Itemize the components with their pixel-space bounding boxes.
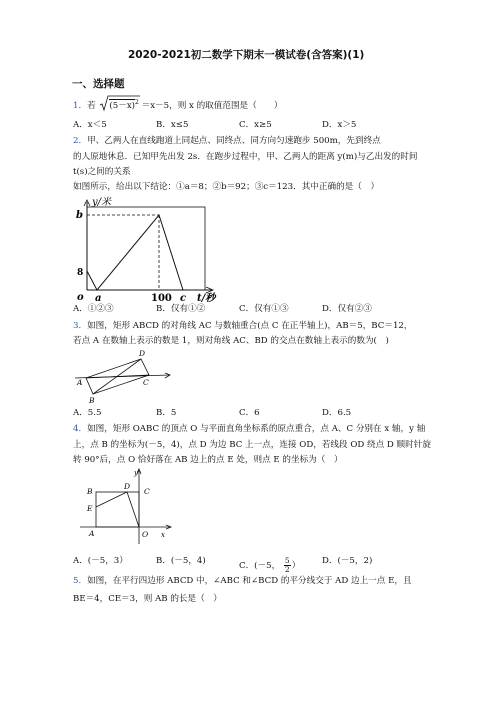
origin-o-label: O	[142, 530, 149, 539]
question-4-line-2: 上，点 B 的坐标为(－5，4)，点 D 为边 BC 上一点，连接 OD，若线段 OD 绕点 D 顺时针旋	[73, 440, 431, 450]
question-3-option-c[interactable]: C．6	[239, 408, 260, 418]
question-3-line-2: 若点 A 在数轴上表示的数是 1，则对角线 AC、BD 的交点在数轴上表示的数为( )	[73, 336, 389, 346]
question-3-line-1: 3．如图，矩形 ABCD 的对角线 AC 与数轴重合(点 C 在正半轴上)，AB＝5，BC＝12，	[73, 321, 413, 331]
a-label: a	[95, 293, 102, 304]
point-d-label: D	[139, 349, 146, 358]
question-5-line-1: 5．如图，在平行四边形 ABCD 中，∠ABC 和∠BCD 的平分线交于 AD 边上一点 E，且	[73, 576, 412, 586]
point-b-label: B	[89, 396, 95, 405]
question-2-option-a[interactable]: A．①②③	[73, 304, 114, 314]
question-4-option-b[interactable]: B．(－5，4)	[156, 556, 206, 566]
segment-de	[96, 492, 127, 507]
point-d-label: D	[124, 482, 131, 491]
question-1-radical	[100, 100, 138, 110]
question-4-line-3: 转 90°后，点 O 恰好落在 AB 边上的点 E 处，则点 E 的坐标为（ ）	[73, 455, 343, 465]
question-2-line-2: 的人原地休息．已知甲先出发 2s．在跑步过程中，甲、乙两人的距离 y(m)与乙出发的时间	[73, 152, 418, 162]
fraction-denominator: 2	[284, 564, 290, 574]
b-label: b	[76, 210, 83, 221]
question-4-line-1: 4．如图，矩形 OABC 的顶点 O 与平面直角坐标系的原点重合，点 A、C 分别在 x 轴，y 轴	[73, 424, 426, 434]
document-title: 2020-2021初二数学下期末一模试卷(含答案)(1)	[128, 49, 365, 61]
distance-time-graph	[72, 197, 222, 302]
x-axis-label: x	[161, 531, 165, 539]
question-1-number: 1．	[73, 100, 88, 111]
section-heading: 一、选择题	[72, 78, 125, 90]
question-4-option-a[interactable]: A．(－5，3）	[73, 556, 128, 566]
hundred-label: 100	[151, 293, 172, 304]
y-axis-label: y/米	[92, 197, 112, 208]
point-a-label: A	[77, 378, 83, 387]
point-c-label: C	[143, 378, 149, 387]
segment-od	[127, 492, 139, 527]
rectangle-number-line-figure	[73, 347, 173, 405]
question-4-number: 4．	[73, 424, 88, 434]
question-4-option-c[interactable]	[239, 557, 300, 574]
question-1-option-c[interactable]: C．x≥5	[239, 120, 272, 130]
question-2-option-b[interactable]: B．仅有①②	[156, 304, 206, 314]
graph-frame	[87, 207, 205, 290]
point-a-label: A	[89, 529, 95, 538]
coordinate-rectangle-figure	[76, 466, 176, 546]
question-1	[73, 100, 283, 110]
question-2-number: 2．	[73, 136, 88, 146]
question-2-option-c[interactable]: C．仅有①③	[239, 304, 289, 314]
question-3-option-b[interactable]: B．5	[156, 408, 177, 418]
question-4-option-c-fraction	[284, 557, 291, 574]
question-1-option-a[interactable]: A．x＜5	[73, 120, 107, 130]
point-e-label: E	[87, 504, 93, 513]
question-1-stem: ＝x－5，则 x 的取值范围是（ ）	[141, 100, 283, 111]
point-b-label: B	[87, 487, 93, 496]
fraction-numerator: 5	[284, 556, 290, 565]
x-axis-label: t/秒	[197, 293, 216, 304]
distance-curve	[87, 215, 183, 290]
question-3-number: 3．	[73, 321, 88, 331]
question-4-option-c-close: ）	[291, 560, 301, 571]
point-c-label: C	[144, 487, 150, 496]
question-4-option-d[interactable]: D．(－5，2)	[322, 556, 373, 566]
question-2-line-1: 2．甲、乙两人在直线跑道上同起点、同终点、同方向匀速跑步 500m，先到终点	[73, 136, 381, 146]
question-1-option-b[interactable]: B．x≤5	[156, 120, 189, 130]
question-5-number: 5．	[73, 576, 88, 586]
question-1-exponent: 2	[135, 99, 139, 106]
rectangle-oabc	[96, 492, 139, 527]
question-3-option-a[interactable]: A．5.5	[73, 408, 102, 418]
question-2-line-4: 如图所示，给出以下结论：①a＝8；②b＝92；③c＝123．其中正确的是（ ）	[73, 182, 380, 192]
c-label: c	[180, 293, 187, 304]
question-2-option-d[interactable]: D．仅有②③	[322, 304, 372, 314]
question-2-line-3: t(s)之间的关系	[73, 167, 131, 177]
question-4-option-c-prefix: C．(－5，	[239, 560, 281, 571]
origin-label: o	[77, 292, 84, 303]
y-axis-label: y	[134, 469, 138, 477]
question-1-radicand: (5－x)	[109, 100, 136, 111]
question-5-line-2: BE＝4，CE＝3，则 AB 的长是（ ）	[73, 594, 222, 604]
question-3-option-d[interactable]: D．6.5	[322, 408, 352, 418]
radical-sign-icon	[100, 96, 110, 112]
eight-label: 8	[77, 268, 84, 278]
question-1-prefix: 若	[87, 100, 96, 111]
question-1-option-d[interactable]: D．x＞5	[322, 120, 357, 130]
